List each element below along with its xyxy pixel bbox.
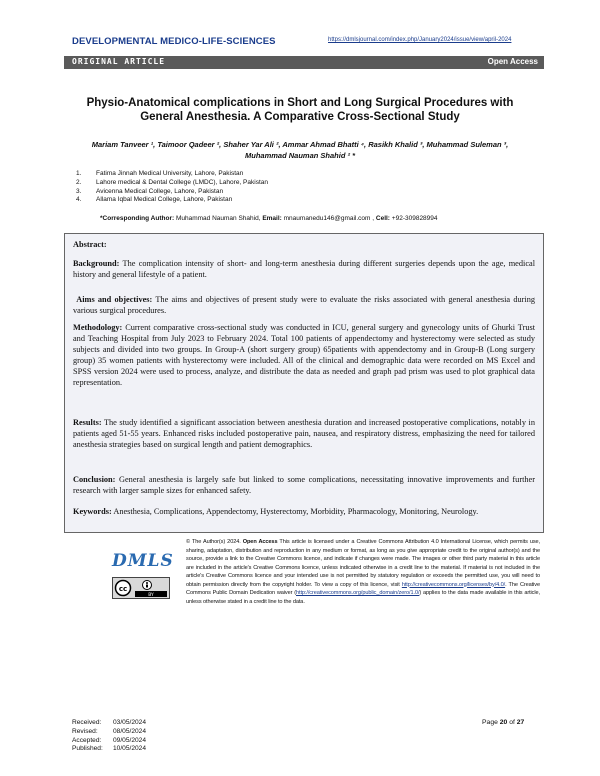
- article-type-bar: [64, 56, 544, 69]
- cc-license-link[interactable]: http://creativecommons.org/licenses/by/4.0/: [401, 581, 506, 588]
- svg-text:cc: cc: [118, 584, 128, 593]
- corresponding-author: *Corresponding Author: Muhammad Nauman Shahid, Email: mnaumanedu146@gmail.com , Cell: +92-309828994: [100, 215, 438, 222]
- affiliation-item: 4. Allama Iqbal Medical College, Lahore, Pakistan: [76, 196, 233, 204]
- affiliation-list: [76, 170, 268, 205]
- date-row: Received: 03/05/2024: [72, 719, 147, 726]
- article-type-label: ORIGINAL ARTICLE: [72, 57, 166, 66]
- paper-title: Physio-Anatomical complications in Short and Long Surgical Procedures with General Anesthesia. A Comparative Cross-Sectional Study: [86, 97, 514, 123]
- abstract-aims: Aims and objectives: The aims and objectives of present study were to evaluate the risks associated with general anesthesia during various surgical procedures.: [73, 295, 535, 315]
- dmls-logo: DMLS: [112, 551, 174, 571]
- journal-url-link[interactable]: https://dmlsjournal.com/index.php/January2024/issue/view/april-2024: [328, 37, 512, 43]
- email-address[interactable]: mnaumanedu146@gmail.com ,: [283, 215, 375, 222]
- cc-by-license-badge[interactable]: [112, 577, 170, 599]
- affiliation-item: 2. Lahore medical & Dental College (LMDC), Lahore, Pakistan: [76, 178, 268, 186]
- abstract-conclusion: Conclusion: General anesthesia is largely safe but linked to some complications, necessitating innovative improvements and further research with larger sample sizes for enhanced safety.: [73, 475, 535, 495]
- abstract-background: Background: The complication intensity of short- and long-term anesthesia during different surgeries depends upon the age, medical history and general lifestyle of a patient.: [73, 259, 535, 279]
- date-row: Published: 10/05/2024: [72, 745, 147, 753]
- cc-zero-link[interactable]: http://creativecommons.org/public_domain/zero/1.0/: [296, 590, 420, 596]
- affiliation-item: 1. Fatima Jinnah Medical University, Lahore, Pakistan: [76, 170, 244, 177]
- abstract-results: Results: The study identified a significant association between anesthesia duration and increased postoperative complications, notably in patients aged 51-55 years. Enhanced risks included postoperative pain, nausea, and respiratory distress, emphasizing the need for tailored anesthesia strategies based on surgical length and patient demographics.: [73, 418, 535, 449]
- affiliation-item: 3. Avicenna Medical College, Lahore, Pakistan: [76, 187, 224, 195]
- journal-name: DEVELOPMENTAL MEDICO-LIFE-SCIENCES: [72, 36, 276, 47]
- abstract-methodology: Methodology: Current comparative cross-sectional study was conducted in ICU, general surgery and gynecology units of Ghurki Trust and Teaching Hospital from July 2023 to February 2024. Total 100 patients of appendectomy and hysterectomy were selected as study subjects and divided into two groups. In Group-A (short surgery group) 65patients with appendectomy and in Group-B (Long surgery group) 35 women patients with hysterectomy were included. All of the clinical and demographic data were recorded on MS Excel and SPSS version 2024 were used to process, analyze, and distribute the data as needed and graph pad prism was used to plot graphical data representation.: [73, 323, 536, 387]
- date-row: Revised: 08/05/2024: [72, 727, 147, 735]
- date-row: Accepted: 09/05/2024: [72, 736, 147, 744]
- svg-text:BY: BY: [148, 593, 154, 598]
- abstract-heading: Abstract:: [73, 240, 107, 249]
- abstract-box: [64, 233, 544, 533]
- abstract-keywords: Keywords: Anesthesia, Complications, Appendectomy, Hysterectomy, Morbidity, Pharmacology, Monitoring, Neurology.: [73, 507, 479, 516]
- open-access-label: Open Access: [487, 57, 538, 66]
- cc-icon: [113, 578, 169, 598]
- license-text: © The Author(s) 2024. Open Access This article is licensed under a Creative Commons Attribution 4.0 International License, which permits use, sharing, adaptation, distribution and reproduction in any medium or format, as long as you give appropriate credit to the original author(s) and the source, provide a link to the Creative Commons licence, and indicate if changes were made. The images or other third party material in this article are included in the article's Creative Commons licence, unless indicated otherwise in a credit line to the material. If material is not included in the article's Creative Commons licence and your intended use is not permitted by statutory regulation or exceeds the permitted use, you will need to obtain permission directly from the copyright holder. To view a copy of this licence, visit http://creativecommons.org/licenses/by/4.0/. The Creative Commons Public Domain Dedication waiver (http://creativecommons.org/public_domain/zero/1.0/) applies to the data made available in this article, unless otherwise stated in a credit line to the data.: [186, 539, 540, 605]
- author-list: Mariam Tanveer ¹, Taimoor Qadeer ², Shaher Yar Ali ², Ammar Ahmad Bhatti ⁴, Rasikh Khalid ³, Muhammad Suleman ³, Muhammad Nauman Shahid ² *: [91, 140, 509, 160]
- page-number: Page 20 of 27: [482, 719, 525, 726]
- publication-dates: [72, 719, 146, 754]
